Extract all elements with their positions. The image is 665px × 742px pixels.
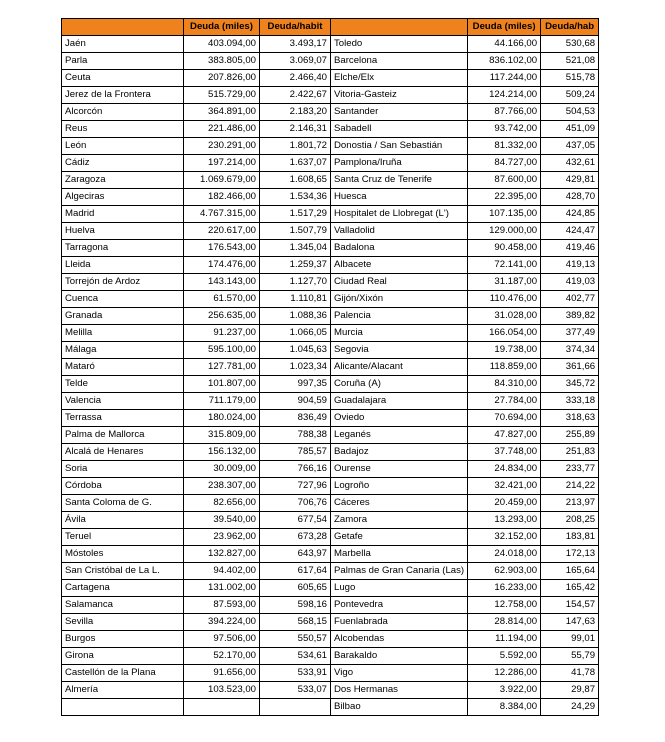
left-debt-per-hab-cell: 2.466,40 [260,70,331,87]
left-debt-cell: 132.827,00 [184,546,260,563]
left-city-cell: Santa Coloma de G. [62,495,184,512]
right-debt-cell: 20.459,00 [468,495,541,512]
right-debt-per-hab-cell: 437,05 [541,138,599,155]
debt-table-container [61,18,599,716]
left-debt-per-hab-cell: 997,35 [260,376,331,393]
table-row [62,342,599,359]
right-city-cell: Badajoz [331,444,468,461]
right-debt-per-hab-cell: 530,68 [541,36,599,53]
left-debt-cell: 61.570,00 [184,291,260,308]
right-debt-cell: 31.028,00 [468,308,541,325]
right-debt-cell: 84.310,00 [468,376,541,393]
table-row [62,410,599,427]
right-city-cell: Cáceres [331,495,468,512]
left-debt-cell: 221.486,00 [184,121,260,138]
right-debt-cell: 32.421,00 [468,478,541,495]
table-row [62,70,599,87]
right-city-cell: Barakaldo [331,648,468,665]
header-left-debt-per-hab: Deuda/habit [260,19,331,36]
left-debt-cell: 39.540,00 [184,512,260,529]
left-debt-per-hab-cell: 677,54 [260,512,331,529]
left-debt-cell: 101.807,00 [184,376,260,393]
right-city-cell: Alcobendas [331,631,468,648]
table-row [62,648,599,665]
right-debt-cell: 62.903,00 [468,563,541,580]
right-debt-cell: 28.814,00 [468,614,541,631]
left-debt-per-hab-cell: 673,28 [260,529,331,546]
left-debt-per-hab-cell: 706,76 [260,495,331,512]
left-debt-per-hab-cell: 904,59 [260,393,331,410]
right-city-cell: Lugo [331,580,468,597]
left-debt-cell: 103.523,00 [184,682,260,699]
left-debt-cell: 131.002,00 [184,580,260,597]
left-debt-cell: 207.826,00 [184,70,260,87]
right-debt-cell: 32.152,00 [468,529,541,546]
header-left-city [62,19,184,36]
table-row [62,257,599,274]
left-debt-per-hab-cell: 727,96 [260,478,331,495]
right-debt-per-hab-cell: 41,78 [541,665,599,682]
left-city-cell: Reus [62,121,184,138]
left-debt-per-hab-cell: 1.023,34 [260,359,331,376]
right-debt-per-hab-cell: 183,81 [541,529,599,546]
right-debt-per-hab-cell: 165,42 [541,580,599,597]
right-debt-per-hab-cell: 208,25 [541,512,599,529]
right-city-cell: Gijón/Xixón [331,291,468,308]
left-city-cell: Jaén [62,36,184,53]
table-row [62,206,599,223]
right-city-cell: Elche/Elx [331,70,468,87]
right-city-cell: Segovia [331,342,468,359]
left-debt-per-hab-cell: 617,64 [260,563,331,580]
right-debt-cell: 3.922,00 [468,682,541,699]
header-row [62,19,599,36]
left-debt-cell: 197.214,00 [184,155,260,172]
right-city-cell: Palmas de Gran Canaria (Las) [331,563,468,580]
right-debt-per-hab-cell: 345,72 [541,376,599,393]
table-row [62,291,599,308]
table-row [62,682,599,699]
left-debt-cell: 30.009,00 [184,461,260,478]
table-row [62,155,599,172]
left-debt-per-hab-cell: 1.045,63 [260,342,331,359]
right-debt-cell: 22.395,00 [468,189,541,206]
right-debt-cell: 81.332,00 [468,138,541,155]
right-debt-cell: 70.694,00 [468,410,541,427]
right-city-cell: Marbella [331,546,468,563]
left-debt-per-hab-cell: 3.493,17 [260,36,331,53]
table-row [62,240,599,257]
left-city-cell: Alcalá de Henares [62,444,184,461]
right-debt-cell: 12.758,00 [468,597,541,614]
right-debt-per-hab-cell: 233,77 [541,461,599,478]
left-city-cell: Melilla [62,325,184,342]
right-debt-cell: 24.834,00 [468,461,541,478]
right-debt-per-hab-cell: 213,97 [541,495,599,512]
right-debt-per-hab-cell: 99,01 [541,631,599,648]
right-city-cell: Barcelona [331,53,468,70]
left-city-cell: Soria [62,461,184,478]
left-debt-cell: 394.224,00 [184,614,260,631]
right-debt-cell: 124.214,00 [468,87,541,104]
table-row [62,563,599,580]
right-city-cell: Santa Cruz de Tenerife [331,172,468,189]
right-debt-per-hab-cell: 424,85 [541,206,599,223]
right-debt-cell: 37.748,00 [468,444,541,461]
left-city-cell: Málaga [62,342,184,359]
right-debt-cell: 93.742,00 [468,121,541,138]
left-city-cell: Salamanca [62,597,184,614]
table-row [62,189,599,206]
right-city-cell: Pamplona/Iruña [331,155,468,172]
left-debt-per-hab-cell: 1.801,72 [260,138,331,155]
right-debt-cell: 117.244,00 [468,70,541,87]
right-city-cell: Fuenlabrada [331,614,468,631]
left-debt-per-hab-cell: 1.259,37 [260,257,331,274]
right-debt-per-hab-cell: 419,03 [541,274,599,291]
left-debt-cell [184,699,260,716]
right-debt-per-hab-cell: 424,47 [541,223,599,240]
left-city-cell: Granada [62,308,184,325]
table-row [62,546,599,563]
left-debt-per-hab-cell: 3.069,07 [260,53,331,70]
header-right-debt-per-hab: Deuda/hab [541,19,599,36]
left-debt-cell: 176.543,00 [184,240,260,257]
left-city-cell: Móstoles [62,546,184,563]
table-row [62,597,599,614]
left-city-cell: Terrassa [62,410,184,427]
right-debt-cell: 24.018,00 [468,546,541,563]
right-debt-per-hab-cell: 55,79 [541,648,599,665]
left-city-cell: Sevilla [62,614,184,631]
left-debt-per-hab-cell: 2.422,67 [260,87,331,104]
left-debt-cell: 127.781,00 [184,359,260,376]
right-debt-cell: 11.194,00 [468,631,541,648]
table-row [62,427,599,444]
table-row [62,393,599,410]
left-debt-per-hab-cell: 1.534,36 [260,189,331,206]
table-row [62,478,599,495]
left-debt-cell: 230.291,00 [184,138,260,155]
table-row [62,53,599,70]
left-city-cell: Ceuta [62,70,184,87]
right-city-cell: Donostia / San Sebastián [331,138,468,155]
left-debt-per-hab-cell: 1.110,81 [260,291,331,308]
table-body [62,36,599,716]
table-row [62,614,599,631]
left-city-cell: Castellón de la Plana [62,665,184,682]
left-debt-cell: 174.476,00 [184,257,260,274]
right-debt-cell: 90.458,00 [468,240,541,257]
left-city-cell [62,699,184,716]
right-debt-per-hab-cell: 374,34 [541,342,599,359]
right-city-cell: Toledo [331,36,468,53]
left-city-cell: Lleida [62,257,184,274]
table-row [62,104,599,121]
left-debt-per-hab-cell: 1.345,04 [260,240,331,257]
right-city-cell: Vitoria-Gasteiz [331,87,468,104]
table-row [62,223,599,240]
right-city-cell: Murcia [331,325,468,342]
left-debt-cell: 91.237,00 [184,325,260,342]
left-debt-cell: 515.729,00 [184,87,260,104]
table-row [62,699,599,716]
table-row [62,529,599,546]
left-debt-cell: 91.656,00 [184,665,260,682]
left-debt-cell: 364.891,00 [184,104,260,121]
left-debt-cell: 143.143,00 [184,274,260,291]
right-debt-per-hab-cell: 521,08 [541,53,599,70]
right-debt-per-hab-cell: 318,63 [541,410,599,427]
right-debt-cell: 27.784,00 [468,393,541,410]
right-debt-cell: 110.476,00 [468,291,541,308]
left-debt-per-hab-cell: 1.517,29 [260,206,331,223]
right-debt-per-hab-cell: 251,83 [541,444,599,461]
table-row [62,274,599,291]
right-city-cell: Leganés [331,427,468,444]
left-debt-per-hab-cell [260,699,331,716]
right-debt-per-hab-cell: 509,24 [541,87,599,104]
right-debt-cell: 166.054,00 [468,325,541,342]
left-debt-per-hab-cell: 1.088,36 [260,308,331,325]
table-row [62,359,599,376]
left-debt-cell: 711.179,00 [184,393,260,410]
right-debt-per-hab-cell: 333,18 [541,393,599,410]
right-city-cell: Getafe [331,529,468,546]
right-debt-per-hab-cell: 165,64 [541,563,599,580]
left-debt-per-hab-cell: 2.146,31 [260,121,331,138]
left-debt-per-hab-cell: 533,07 [260,682,331,699]
right-city-cell: Valladolid [331,223,468,240]
right-debt-per-hab-cell: 154,57 [541,597,599,614]
right-debt-per-hab-cell: 214,22 [541,478,599,495]
left-city-cell: Teruel [62,529,184,546]
right-debt-cell: 836.102,00 [468,53,541,70]
left-debt-cell: 595.100,00 [184,342,260,359]
right-debt-per-hab-cell: 24,29 [541,699,599,716]
right-debt-per-hab-cell: 419,46 [541,240,599,257]
table-row [62,87,599,104]
left-debt-per-hab-cell: 836,49 [260,410,331,427]
left-debt-cell: 238.307,00 [184,478,260,495]
right-city-cell: Santander [331,104,468,121]
right-city-cell: Alicante/Alacant [331,359,468,376]
right-debt-cell: 12.286,00 [468,665,541,682]
left-debt-cell: 182.466,00 [184,189,260,206]
left-city-cell: Tarragona [62,240,184,257]
left-debt-per-hab-cell: 534,61 [260,648,331,665]
left-debt-cell: 87.593,00 [184,597,260,614]
left-debt-per-hab-cell: 598,16 [260,597,331,614]
table-row [62,36,599,53]
left-city-cell: Cádiz [62,155,184,172]
left-city-cell: Córdoba [62,478,184,495]
table-row [62,138,599,155]
right-debt-cell: 87.766,00 [468,104,541,121]
left-debt-per-hab-cell: 1.637,07 [260,155,331,172]
left-debt-cell: 156.132,00 [184,444,260,461]
right-city-cell: Pontevedra [331,597,468,614]
table-row [62,631,599,648]
right-debt-cell: 72.141,00 [468,257,541,274]
right-debt-cell: 118.859,00 [468,359,541,376]
table-row [62,665,599,682]
left-debt-per-hab-cell: 1.127,70 [260,274,331,291]
table-row [62,325,599,342]
right-debt-cell: 31.187,00 [468,274,541,291]
right-city-cell: Huesca [331,189,468,206]
right-debt-per-hab-cell: 428,70 [541,189,599,206]
right-debt-per-hab-cell: 515,78 [541,70,599,87]
left-debt-per-hab-cell: 605,65 [260,580,331,597]
right-debt-cell: 44.166,00 [468,36,541,53]
table-row [62,121,599,138]
right-debt-per-hab-cell: 451,09 [541,121,599,138]
left-city-cell: Alcorcón [62,104,184,121]
table-row [62,172,599,189]
left-city-cell: Girona [62,648,184,665]
right-debt-per-hab-cell: 419,13 [541,257,599,274]
right-city-cell: Oviedo [331,410,468,427]
header-right-debt: Deuda (miles) [468,19,541,36]
right-debt-per-hab-cell: 172,13 [541,546,599,563]
right-city-cell: Logroño [331,478,468,495]
left-city-cell: Almería [62,682,184,699]
left-debt-cell: 52.170,00 [184,648,260,665]
right-debt-cell: 8.384,00 [468,699,541,716]
left-city-cell: Madrid [62,206,184,223]
right-debt-per-hab-cell: 29,87 [541,682,599,699]
right-city-cell: Palencia [331,308,468,325]
right-debt-cell: 129.000,00 [468,223,541,240]
left-debt-per-hab-cell: 785,57 [260,444,331,461]
right-city-cell: Vigo [331,665,468,682]
table-row [62,580,599,597]
left-debt-per-hab-cell: 643,97 [260,546,331,563]
left-debt-per-hab-cell: 1.507,79 [260,223,331,240]
left-debt-cell: 94.402,00 [184,563,260,580]
right-city-cell: Ourense [331,461,468,478]
header-left-debt: Deuda (miles) [184,19,260,36]
left-city-cell: Valencia [62,393,184,410]
left-city-cell: Ávila [62,512,184,529]
left-city-cell: Algeciras [62,189,184,206]
left-debt-cell: 403.094,00 [184,36,260,53]
right-debt-cell: 47.827,00 [468,427,541,444]
right-debt-per-hab-cell: 402,77 [541,291,599,308]
left-debt-cell: 383.805,00 [184,53,260,70]
right-city-cell: Albacete [331,257,468,274]
left-city-cell: Burgos [62,631,184,648]
right-debt-cell: 5.592,00 [468,648,541,665]
right-debt-cell: 87.600,00 [468,172,541,189]
left-debt-cell: 1.069.679,00 [184,172,260,189]
right-debt-cell: 13.293,00 [468,512,541,529]
left-city-cell: Jerez de la Frontera [62,87,184,104]
right-city-cell: Coruña (A) [331,376,468,393]
right-city-cell: Dos Hermanas [331,682,468,699]
left-city-cell: Parla [62,53,184,70]
right-debt-per-hab-cell: 377,49 [541,325,599,342]
left-city-cell: Cartagena [62,580,184,597]
left-city-cell: Huelva [62,223,184,240]
left-city-cell: Telde [62,376,184,393]
header-right-city [331,19,468,36]
right-debt-cell: 84.727,00 [468,155,541,172]
left-city-cell: Palma de Mallorca [62,427,184,444]
right-debt-per-hab-cell: 255,89 [541,427,599,444]
left-debt-cell: 4.767.315,00 [184,206,260,223]
left-debt-per-hab-cell: 788,38 [260,427,331,444]
left-city-cell: León [62,138,184,155]
municipal-debt-table [61,18,599,716]
right-city-cell: Sabadell [331,121,468,138]
right-debt-per-hab-cell: 361,66 [541,359,599,376]
right-city-cell: Guadalajara [331,393,468,410]
table-row [62,495,599,512]
left-debt-cell: 23.962,00 [184,529,260,546]
right-debt-cell: 19.738,00 [468,342,541,359]
right-debt-per-hab-cell: 429,81 [541,172,599,189]
left-debt-cell: 180.024,00 [184,410,260,427]
left-debt-per-hab-cell: 1.608,65 [260,172,331,189]
right-city-cell: Hospitalet de Llobregat (L') [331,206,468,223]
left-debt-cell: 256.635,00 [184,308,260,325]
left-city-cell: Torrejón de Ardoz [62,274,184,291]
table-row [62,444,599,461]
right-debt-per-hab-cell: 389,82 [541,308,599,325]
table-row [62,376,599,393]
left-debt-cell: 220.617,00 [184,223,260,240]
right-debt-cell: 107.135,00 [468,206,541,223]
right-city-cell: Badalona [331,240,468,257]
right-debt-per-hab-cell: 432,61 [541,155,599,172]
right-debt-per-hab-cell: 504,53 [541,104,599,121]
table-row [62,461,599,478]
left-debt-per-hab-cell: 2.183,20 [260,104,331,121]
left-debt-per-hab-cell: 766,16 [260,461,331,478]
right-debt-per-hab-cell: 147,63 [541,614,599,631]
left-debt-cell: 315.809,00 [184,427,260,444]
left-city-cell: Zaragoza [62,172,184,189]
left-debt-per-hab-cell: 550,57 [260,631,331,648]
right-city-cell: Bilbao [331,699,468,716]
left-debt-per-hab-cell: 568,15 [260,614,331,631]
left-city-cell: Mataró [62,359,184,376]
right-city-cell: Zamora [331,512,468,529]
right-city-cell: Ciudad Real [331,274,468,291]
left-city-cell: Cuenca [62,291,184,308]
left-debt-cell: 97.506,00 [184,631,260,648]
left-city-cell: San Cristóbal de La L. [62,563,184,580]
left-debt-per-hab-cell: 533,91 [260,665,331,682]
left-debt-cell: 82.656,00 [184,495,260,512]
left-debt-per-hab-cell: 1.066,05 [260,325,331,342]
table-row [62,512,599,529]
table-row [62,308,599,325]
right-debt-cell: 16.233,00 [468,580,541,597]
